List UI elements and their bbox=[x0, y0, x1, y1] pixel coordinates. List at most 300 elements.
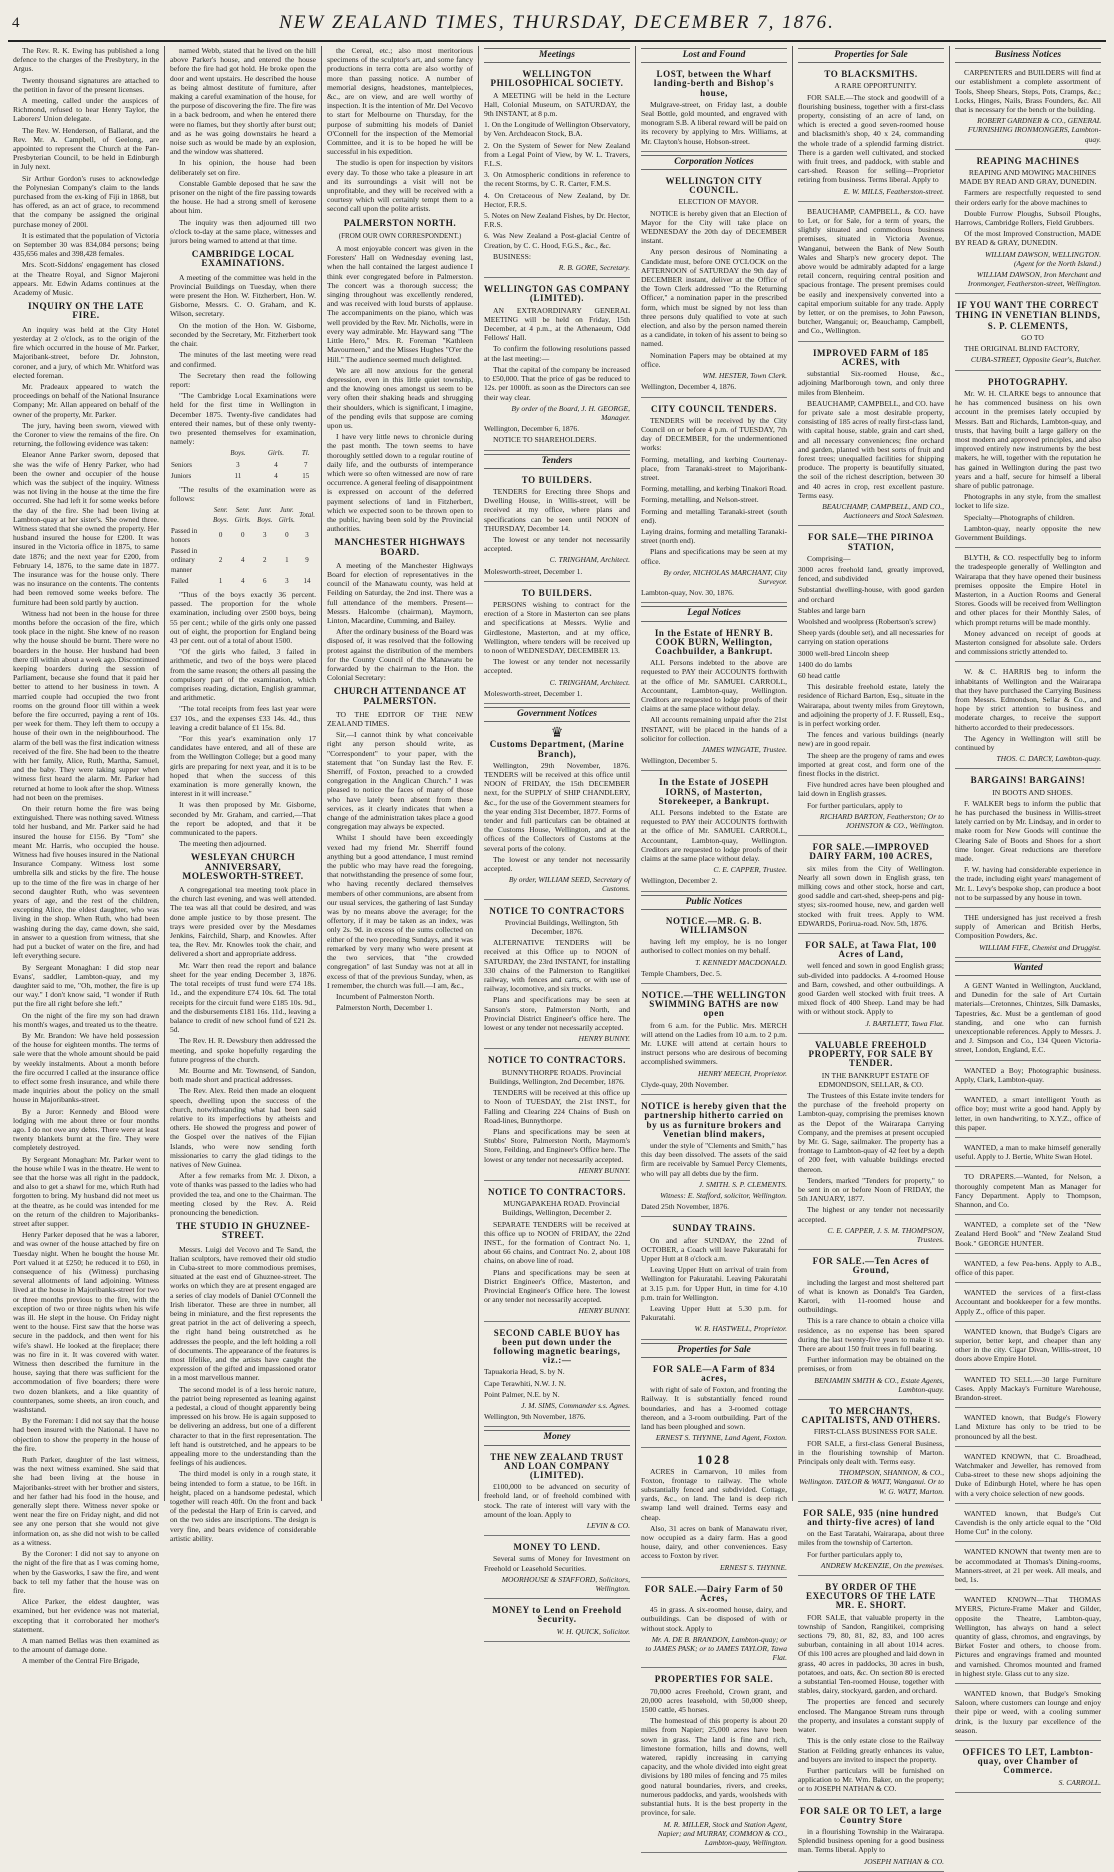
table-cell: 2 bbox=[263, 556, 267, 565]
paragraph: Mr. Warr then read the report and balance sheet for the year ending December 3, 1876. The total receipts of trust fund were £74 18s. 1d., and the expenditure £74 10s. 6d. The total receipts for the circuit fund were £185 10s. 9d., and the disbursements £181 16s. 11d., leaving a balance to credit of new school fund of £21 2s. 5d. bbox=[170, 960, 316, 1035]
advertisement bbox=[641, 1451, 787, 1577]
wanted-advertisement bbox=[955, 1170, 1101, 1215]
masthead bbox=[8, 6, 1106, 42]
section-heading: Properties for Sale bbox=[641, 1343, 787, 1358]
ad-date: Wellington, December 2. bbox=[641, 876, 718, 886]
ad-text: well fenced and sown in good English grass; sub-divided into paddocks. A 4-roomed House and Barn, cowshed, and other outbuildings. A good Garden well stocked with fruit trees. A mixed flock of 400 Sheep. Land may be had with or without stock. Apply to bbox=[798, 961, 944, 1017]
inquiry-paragraph: By Sergeant Monaghan: Mr. Parker went to the house while I was in the theatre. He went to see that the horse was all right in the paddock, and also to get a shawl for me, which Ruth had forgotten to bring. My husband did not meet us at the theatre, as he could was intended for me on the return of the children to Majoribanks-street after supper. bbox=[13, 1154, 159, 1228]
paragraph: The Rev. Alex. Reid then made an eloquent speech, dwelling upon the success of the church, notwithstanding what had been said relative to its imperfections by atheists and others. He showed the progress and power of the Gospel over the natives of the Fijian Islands, who were now sending forth missionaries to carry the glad tidings to the natives of New Guinea. bbox=[170, 1086, 316, 1169]
ad-text: The highest or any tender not necessarily accepted. bbox=[798, 1205, 944, 1224]
ad-text: Photographs in any style, from the smallest locket to life size. bbox=[955, 492, 1101, 511]
section-heading: Money bbox=[484, 1430, 630, 1445]
ad-title: FOR SALE.—Dairy Farm of 50 Acres, bbox=[644, 1583, 784, 1604]
news-paragraph: The Rev. R. K. Ewing has published a long defence to the charges of the Presbytery, in the Argus. bbox=[13, 46, 159, 74]
wanted-text: WANTED KNOWN, that C. Broadhead, Watchmaker and Jeweller, has removed from Cuba-street to these new shops adjoining the Duke of Edinburgh Hotel, where he has open with a very choice selection of new goods. bbox=[955, 1451, 1101, 1498]
ad-date: Clyde-quay, 20th November. bbox=[641, 1079, 729, 1089]
paragraph: In his opinion, the house had been deliberately set on fire. bbox=[170, 158, 316, 177]
ad-title: VALUABLE FREEHOLD PROPERTY, FOR SALE BY TENDER. bbox=[808, 1039, 934, 1069]
paragraph: A most enjoyable concert was given in the Foresters' Hall on Wednesday evening last, when the hall contained the largest audience I think ever congregated before in Palmerston. The concert was a thorough success; the singing throughout was excellently rendered, and was received with loud bursts of applause. The accompaniments on the piano, which was well provided by the Rev. Mr. Nicholls, were in every way admirable. Mr. Hayward sang "The Little Hero," Mrs. R. Foreman "Kathleen Mavourneen," and the Misses Hughes "O'er the Hill." The audience seemed much delighted. bbox=[327, 244, 473, 364]
column-2 bbox=[165, 46, 322, 1543]
advertisement bbox=[955, 772, 1101, 908]
section-heading: Legal Notices bbox=[641, 606, 787, 621]
table-cell: 3 bbox=[236, 460, 240, 469]
paragraph: TO THE EDITOR OF THE NEW ZEALAND TIMES. bbox=[327, 709, 473, 729]
inquiry-paragraph: Eleanor Anne Parker sworn, deposed that she was the wife of Henry Parker, who had been the owner and occupier of the house which was the subject of the inquiry. Witness was not living in the house at the time the fire occurred. She had left it for some weeks before the day of the fire. She had been living at Lambton-quay at her sister's. She owned three. Witness stated that she owned the property. Her husband insured the house for £200. It was insured in the Victoria office in 1875, to same date 1876; and the next year for £200, from February 14, 1876, to the same date in 1877. The insurance was for the house only. There was no insurance on the contents. The contents had been removed some weeks before. The furniture had been sold partly by auction. bbox=[13, 450, 159, 607]
inquiry-paragraph: On the night of the fire my son had drawn his month's wages, and treated us to the theatre. bbox=[13, 1010, 159, 1029]
table-cell: 1 bbox=[218, 576, 223, 585]
table-cell: 9 bbox=[305, 556, 309, 565]
ad-text: Wellington, 29th November, 1876. TENDERS will be received at this office until NOON of FRIDAY, the 15th DECEMBER next, for the SUPPLY of SHIP CHANDLERY, &c., for the use of the Government steamers for the year ending 31st December, 1877. Forms of tender and full particulars can be obtained at the Customs House, Wellington, and at the offices of the Collectors of Customs at the several ports of the colony. bbox=[484, 760, 630, 853]
ad-text: The fences and various buildings (nearly new) are in good repair. bbox=[798, 730, 944, 749]
advertisement bbox=[955, 153, 1101, 295]
ad-signature: ANDREW McKENZIE, On the premises. bbox=[820, 1560, 944, 1570]
paragraph: The meeting then adjourned. bbox=[179, 839, 267, 849]
paragraph: "The results of the examination were as follows: bbox=[170, 484, 316, 504]
news-paragraph: The Rev. W. Henderson, of Ballarat, and the Rev. Mr. A. Campbell, of Geelong, are appointed to represent the Church at the Pan-Presbyterian Council, to be held in Edinburgh in July next. bbox=[13, 125, 159, 172]
ad-signature: S. CARROLL. bbox=[1058, 1777, 1101, 1787]
ad-signature: C. E. CAPPER, Trustee. bbox=[713, 865, 787, 875]
ad-text: ALTERNATIVE TENDERS will be received at this Office up to NOON of SATURDAY, the 23rd INSTANT, for installing 330 chains of the Palmerston to Rangitikei railway, with fences and carts, or with use of railway, locomotive, and six trucks. bbox=[484, 938, 630, 994]
ad-text: The properties are fenced and securely enclosed. The Manganoe Stream runs through the property, and insulates a constant supply of water. bbox=[798, 1697, 944, 1735]
paragraph: The inquiry was then adjourned till two o'clock to-day at the same place, witnesses and jurors being warned to attend at that time. bbox=[170, 217, 316, 246]
ad-text: NOTICE is hereby given that an Election of Mayor for the City will take place on WEDNESDAY the 20th day of DECEMBER instant. bbox=[641, 208, 787, 246]
ad-title: NOTICE TO CONTRACTORS. bbox=[488, 1055, 626, 1066]
ad-signature: LEVIN & CO. bbox=[586, 1521, 630, 1531]
ad-title: NOTICE.—THE WELLINGTON SWIMMING BATHS are now open bbox=[641, 990, 787, 1019]
advertisement bbox=[641, 987, 787, 1095]
ad-date: Molesworth-street, December 1. bbox=[484, 566, 583, 576]
news-paragraph: Mrs. Scott-Siddons' engagement has closed at the Theatre Royal, and Signor Majeroni appears. Mr. Edwin Adams continues at the Academy of Music. bbox=[13, 260, 159, 298]
ad-title: SECOND CABLE BUOY has been put down under the following magnetic bearings, viz.:— bbox=[493, 1327, 621, 1366]
ad-text: 70,000 acres Freehold, Crown grant, and 20,000 acres leasehold, with 50,000 sheep, 1500 cattle, 45 horses. bbox=[641, 1686, 787, 1715]
advertisement bbox=[955, 911, 1101, 958]
wanted-advertisement bbox=[955, 1257, 1101, 1283]
ad-text: AN EXTRAORDINARY GENERAL MEETING will be held on Friday, 15th December, at 4 p.m., at the Athenaeum, Odd Fellows' Hall. bbox=[484, 305, 630, 343]
paragraph: A meeting of the committee was held in the Provincial Buildings on Tuesday, when there were present the Hon. W. Fitzherbert, Hon. W. Gisborne, Messrs. C. O. Graham, and K. Wilson, secretary. bbox=[170, 272, 316, 319]
advertisement bbox=[955, 374, 1101, 548]
ad-text: TENDERS for Erecting three Shops and Dwelling House, in Willis-street, will be received at my office, where plans and specifications can be seen until NOON of THURSDAY, December 14. bbox=[484, 486, 630, 533]
ad-text: having left my employ, he is no longer authorised to collect monies on my behalf. bbox=[641, 937, 787, 956]
ad-text: substantial Six-roomed House, &c., adjoining Marlborough town, and only three miles from Blenheim. bbox=[798, 369, 944, 397]
ad-title: BY ORDER OF THE EXECUTORS OF THE LATE MR. E. SHORT. bbox=[805, 1582, 937, 1611]
ad-signature: By order of the Board, J. H. GEORGE, Manager. bbox=[511, 403, 630, 422]
wanted-advertisement bbox=[955, 1507, 1101, 1543]
heading-inquiry-fire: INQUIRY ON THE LATE FIRE. bbox=[27, 302, 145, 322]
ad-text: F. W. having had considerable experience in the trade, including eight years' management of Mr. L. Levy's bespoke shop, can produce a boot not to be surpassed by any house in town. bbox=[955, 865, 1101, 902]
paragraph: "The total receipts from fees last year were £37 10s., and the expenses £33 14s. 4d., thus leaving a credit balance of £1 15s. 8d. bbox=[170, 704, 316, 732]
ad-title: REAPING MACHINES bbox=[976, 155, 1080, 166]
paragraph: A congregational tea meeting took place in the church last evening, and was well attended. The tea was all that could be desired, and was done ample justice to by those present. The trays were presided over by the Mesdames Jenkins, Fairchild, Sharp, and Knowles. After tea, the Rev. Mr. Knowles took the chair, and delivered a short and appropriate address. bbox=[170, 885, 316, 959]
advertisement bbox=[641, 1361, 787, 1449]
ad-item: Stables and large barn bbox=[798, 605, 866, 615]
table-cell: Juniors bbox=[171, 471, 192, 480]
ad-text: six miles from the City of Wellington. Nearly all sown down in English grass, ten milking cows and other stock, horse and cart, good saddle and cart-shed, sheep-pens and pig-styes; six-roomed house, new, and garden well stocked with fruit trees. Apply to WM. EDWARDS, Porirua-road. Nov. 5th, 1876. bbox=[798, 863, 944, 928]
advertisement bbox=[484, 1325, 630, 1428]
inquiry-paragraph: Henry Parker deposed that he was a laborer, and was owner of the house attached by fire on Tuesday night. When he bought the house Mr. Port valued it at £250; he reduced it to £60, in consequence of his (Witness) purchasing several allotments of land adjoining. Witness lived at the house in Majoribanks-street for two or three months previous to the fire, with the exception of two or three nights when his wife was ill. He slept in the house. On Friday night went to the house. First saw that the horse was secure in the paddock, and then went for his wife's shawl. He looked at the fireplace; there was no fire in it. It was covered with water. Witness then described the furniture in the house, saying that there was sufficient for the accommodation of five boarders; there were two dozen blankets, and a like quantity of counterpanes, some sheets, an iron couch, and washstand. bbox=[13, 1230, 159, 1415]
paragraph: A meeting of the Manchester Highways Board for election of representatives in the council of the Manawatu county, was held at Feilding on Saturday, the 2nd inst. There was a full attendance of the members. Present—Messrs. Halcombe (chairman), Maymorn, Linton, Macardine, Cumming, and Bailey. bbox=[327, 560, 473, 625]
ad-text: Five hundred acres have been ploughed and laid down in English grasses. bbox=[798, 780, 944, 799]
advertisement bbox=[641, 774, 787, 891]
ad-signature: Mr. A. DE B. BRANDON, Lambton-quay; or to JAMES PASK; or to JAMES TAYLOR, Tawa Flat. bbox=[645, 1634, 787, 1663]
advertisement bbox=[798, 529, 944, 836]
ad-signature: HENRY BUNNY. bbox=[578, 1034, 630, 1044]
inquiry-paragraph: The jury, having been sworn, viewed with the Coroner to view the remains of the fire. On returning, the following evidence was taken: bbox=[13, 420, 159, 449]
heading-studio-ghuznee: THE STUDIO IN GHUZNEE-STREET. bbox=[175, 1222, 311, 1242]
table-cell: 6 bbox=[263, 576, 267, 585]
inquiry-paragraph: By Sergeant Monaghan: I did stop near Evans', saddler, Lambton-quay, and my daughter said to me, "Oh, mother, the fire is up our way." I don't know said, "I wonder if Ruth put the fire all right before she left." bbox=[13, 962, 159, 1009]
table-row bbox=[170, 546, 316, 576]
ad-title: FOR SALE—THE PIRINOA STATION, bbox=[807, 532, 935, 552]
ad-text: Plans and specifications may be seen at Stubbs' Store, Palmerston North, Maymorn's Store, Feilding, and Engineer's Office here. The lowest or any tender not necessarily accepted. bbox=[484, 1126, 630, 1164]
advertisement bbox=[484, 1602, 630, 1642]
ad-text: CARPENTERS and BUILDERS will find at our establishment a complete assortment of Tools, Sheep Shears, Steps, Pots, Cramps, &c.; Locks, Hinges, Nails, Brass Founders, &c. All that is necessary for the bench or the building. bbox=[955, 68, 1101, 115]
ad-text: FOR SALE, a first-class General Business, in the flourishing township of Marton. Principals only dealt with. Terms easy. bbox=[798, 1438, 944, 1467]
ad-date: Temple Chambers, Dec. 5. bbox=[641, 968, 722, 978]
table-header: Girls. bbox=[267, 449, 285, 458]
ad-signature: THOS. C. DARCY, Lambton-quay. bbox=[996, 754, 1101, 764]
paragraph: Whilst I should have been exceedingly vexed had my friend Mr. Sherriff found anything but a good attendance, I must remind the public who may have read the foregoing, that notwithstanding the presence of some four, who having recently declared themselves members of other communions, are absent from our usual services, the gathering of last Sunday was by no means above the average; for the offertory, if it may be taken as an index, was only 2s. 9d. in excess of the sums collected on either of the two preceding Sundays, and it was remarked by very many who were present at the two services, that "the crowded congregation" of last Sunday was not at all in excess of that of the previous Sunday, when, as I remember, the church was full.—I am, &c., bbox=[327, 833, 473, 990]
table-header: Senr. Boys. bbox=[212, 506, 229, 524]
news-paragraph: Twenty thousand signatures are attached to the petition in favor of the present licenses. bbox=[13, 75, 159, 94]
page-number: 4 bbox=[12, 14, 20, 31]
paragraph: Incumbent of Palmerston North. bbox=[336, 991, 435, 1001]
ad-title: FOR SALE.—IMPROVED DAIRY FARM, 100 ACRES, bbox=[809, 842, 933, 862]
ad-text: BUSINESS: bbox=[493, 251, 531, 261]
wanted-text: WANTED the services of a first-class Accountant and bookkeeper for a few months. Apply Z., office of this paper. bbox=[955, 1288, 1101, 1316]
ad-signature: C. TRINGHAM, Architect. bbox=[549, 555, 630, 565]
ad-title: SUNDAY TRAINS. bbox=[672, 1223, 756, 1234]
ad-text: Several sums of Money for Investment on Freehold or Leasehold Securities. bbox=[484, 1554, 630, 1573]
section-heading: Government Notices bbox=[484, 707, 630, 722]
ad-title: TO BUILDERS. bbox=[521, 474, 593, 485]
paragraph: The third model is only in a rough state, it being intended to form a statue, to be 16ft. in height, placed on a handsome pedestal, which together will reach 40ft. On the front and back of the pedestal the Harp of Erin is carved, and on the two sides are inscriptions. The design is very fine, and bears evidence of considerable artistic ability. bbox=[170, 1469, 316, 1543]
advertisement bbox=[798, 66, 944, 202]
ad-signature: JOSEPH NATHAN & CO. bbox=[863, 1856, 944, 1866]
ad-signature: JAMES WINGATE, Trustee. bbox=[701, 745, 787, 754]
advertisement bbox=[955, 1744, 1101, 1793]
ad-date: Wellington, December 5. bbox=[641, 756, 718, 766]
section-heading: Business Notices bbox=[955, 48, 1101, 63]
ad-text: Plans and specifications may be seen at District Engineer's Office, Masterton, and Provincial Engineer's Office here. The lowest or any tender not necessarily accepted. bbox=[484, 1267, 630, 1305]
ad-text: All accounts remaining unpaid after the 21st INSTANT, will be placed in the hands of a solicitor for collection. bbox=[641, 715, 787, 743]
ad-signature: By order, NICHOLAS MARCHANT, City Surveyor. bbox=[663, 567, 787, 586]
paragraph: named Webb, stated that he lived on the hill above Parker's house, and entered the house before the fire had got hold. He broke open the door and went upstairs. He described the house as being almost destitute of furniture, after making a careful examination of the house, for the purpose of discovering the fire. The fire was in a back bedroom, and when he entered there were no flames, but they shortly after burst out; and as he was going downstairs he heard a noise such as would be made by an explosion, and the window was shattered. bbox=[170, 46, 316, 157]
table-header: Boys. bbox=[230, 449, 246, 458]
paragraph: Messrs. Luigi del Vecovo and Te Sand, the Italian sculptors, have removed their old studio in Cuba-street to more commodious premises, situated at the east end of Ghuznee-street. The works on which they are at present engaged are a series of clay models of Daniel O'Connell the Irish liberator. These are three in number, all being in miniature, and the first represents the great patriot in the act of delivering a speech, the right hand being outstretched as he addresses the people, and the left holding a roll of documents. The appearance of the features is most lifelike, and the artists have caught the expression of the gifted and impassioned orator in a most marvellous manner. bbox=[170, 1244, 316, 1383]
ad-text: ALL Persons indebted to the above are requested to PAY their ACCOUNTS forthwith at the office of Mr. SAMUEL CARROLL, Accountant, Lambton-quay, Wellington. Creditors are requested to lodge proofs of their claims at the same place without delay. bbox=[641, 658, 787, 714]
ad-title: In the Estate of JOSEPH IORNS, of Masterton, Storekeeper, a Bankrupt. bbox=[658, 777, 770, 806]
ad-text: ACRES in Carnarvon, 10 miles from Foxton, frontage to railway. The whole substantially fenced and subdivided. Cottage, yards, &c., on land. The land is deep rich swamp land well drained. Terms easy and cheap. bbox=[641, 1466, 787, 1522]
column-4-meetings-notices bbox=[479, 46, 636, 1636]
section-heading: Lost and Found bbox=[641, 48, 787, 63]
table-cell: 3 bbox=[263, 531, 267, 540]
wanted-text: WANTED, a complete set of the "New Zealand Herd Book" and "New Zealand Stud Book." GEORGE HUNTER. bbox=[955, 1220, 1101, 1248]
advertisement bbox=[641, 66, 787, 152]
news-paragraph: A meeting, called under the auspices of Richmond, refused to hear Henry Taylor, the Laborers' Union delegate. bbox=[13, 96, 159, 124]
table-row bbox=[170, 460, 316, 471]
ad-subtitle: Provincial Buildings, Wellington, 5th December, 1876. bbox=[504, 917, 619, 937]
ad-signature: BEAUCHAMP, CAMPBELL, AND CO., Auctioneers and Stock Salesmen. bbox=[822, 501, 944, 521]
ad-date: Wellington, December 6, 1876. bbox=[484, 424, 580, 434]
ad-text: F. WALKER begs to inform the public that he has purchased the business in Willis-street lately carried on by Mr. Lindsay, and in order to make room for New Goods will continue the Clearing Sale of Boots and Shoes for a short time longer. Great reductions are therefore made. bbox=[955, 798, 1101, 864]
wanted-advertisement bbox=[955, 1141, 1101, 1167]
ad-item: 4. On Cretaceous of New Zealand, by Dr. Hector, F.R.S. bbox=[484, 190, 630, 209]
paragraph: We are all now anxious for the general depression, even in this little quiet township, and the knowing ones amongst us seem to be very often their shaking heads and shrugging their shoulders, which is significant, I imagine, of the pending evils that suppose are coming upon us. bbox=[327, 365, 473, 430]
ad-text: TENDERS will be received by the City Council on or before 4 p.m. of TUESDAY, 7th day of DECEMBER, for the undermentioned works: bbox=[641, 415, 787, 453]
ad-signature: BENJAMIN SMITH & CO., Estate Agents, Lambton-quay. bbox=[814, 1375, 944, 1394]
ad-title: PHOTOGRAPHY. bbox=[988, 376, 1068, 387]
ad-item: 6. Was New Zealand a Post-glacial Centre of Creation, by C. C. Hood, F.G.S., &c., &c. bbox=[484, 231, 630, 250]
paragraph: It was then proposed by Mr. Gisborne, seconded by Mr. Graham, and carried,—That the report be adopted, and that it be communicated to the papers. bbox=[170, 800, 316, 838]
table-cell: 3 bbox=[285, 576, 289, 585]
ad-item: Laying drains, forming and metalling Taranaki-street (north end). bbox=[641, 526, 787, 546]
ad-text: This desirable freehold estate, lately the residence of Richard Barton, Esq., situate in the Wairarapa, about twenty miles from Greytown, and adjoining the property of J. F. Russell, Esq., is in perfect working order. bbox=[798, 682, 944, 728]
ad-text: Money advanced on receipt of goods at Masterton consigned for absolute sale. Orders and commissions strictly attended to. bbox=[955, 628, 1101, 657]
ad-signature: WM. HESTER, Town Clerk. bbox=[702, 371, 787, 381]
paragraph: The second model is of a less heroic nature, the patriot being represented as leaning against a pedestal, a cloud of thought apparently being impressed on his brow. He is again supposed to be delivering an address, but one of a different character to that in the first representation. The left hand is outstretched, and he appears to be appealing more to the understanding than the feelings of his audiences. bbox=[170, 1384, 316, 1468]
advertisement bbox=[798, 839, 944, 934]
inquiry-paragraph: Mr. Pradeaux appeared to watch the proceedings on behalf of the National Insurance Company; Mr. Allan appeared on behalf of the owner of the property, Mr. Parker. bbox=[13, 381, 159, 419]
inquiry-paragraph: Witness had not been in the house for three months before the occasion of the fire, which took place in the night. She knew of no reason why the house should be burnt. There were no boarders in the house. Her husband had been there till within about a week ago. Discontinued keeping boarders during the session of Parliament, because she found that it paid her better to attend to her business in town. A married couple had occupied the two front rooms on the ground floor till within a week before the fire occurred, paying a rent of 10s. per week for them. They left them to occupy a house of their own in the neighbourhood. The alarm of the bell was the first indication witness received of the fire. She had been to the theatre with her family, Alice, Ruth, Martha, Samuel, and the baby. They were taking supper when witness first heard the alarm. Mr. Parker had returned at home to look after the shop. Witness had not been on the premises. bbox=[13, 608, 159, 802]
ad-text: on the East Taratahi, Wairarapa, about three miles from the township of Carterton. bbox=[798, 1529, 944, 1548]
paragraph: "Thus of the boys exactly 36 percent. passed. The proportion for the whole examination, including over 2500 boys, being 55 per cent.; while of the girls only one passed out of eight, the proportion for England being 43 per cent. out of a total of about 1500. bbox=[170, 589, 316, 645]
advertisement bbox=[641, 1098, 787, 1217]
ad-text: under the style of "Clements and Smith," has this day been dissolved. The assets of the said firm are receivable by Samuel Percy Clements, who will pay all debts due by the firm. bbox=[641, 1140, 787, 1178]
ad-signature: WILLIAM DAWSON, WELLINGTON. (Agent for the North Island.) bbox=[984, 249, 1101, 268]
article-subheading: (FROM OUR OWN CORRESPONDENT.) bbox=[338, 231, 462, 240]
ad-title: TO BLACKSMITHS. bbox=[824, 69, 918, 80]
inquiry-paragraph: On their return home the fire was being extinguished. There was nothing saved. Witness told her husband, and Mr. Parker said he had insured the house for £156. By "Tom" she meant Mr. Harris, who occupied the house. Witness had five houses insured in the National Insurance Company. Witness lost some umbrella silk and sticks by the fire. The house up to the time of the fire was in charge of her second daughter Ruth, who was seventeen years of age, and the rest of the children, excepting Alice, the eldest daughter, who was living in the shop. When Ruth, who had been washing during the day, came down, she said, in answer to a question from witness, that she had put a bucket of water on the fire, and had left everything secure. bbox=[13, 804, 159, 961]
advertisement bbox=[798, 1403, 944, 1502]
paragraph: "For this year's examination only 17 candidates have entered, and all of these are from the Wellington College; but a good many girls are preparing for next year, and it is to be hoped that when the success of this examination is more generally known, the interest in it will increase." bbox=[170, 734, 316, 799]
ad-item: 2. On the System of Sewer for New Zealand from a Legal Point of View, by W. L. Travers, F.L.S. bbox=[484, 140, 630, 169]
ad-title: NOTICE is hereby given that the partnership hitherto carried on by us as furniture brokers and Venetian blind makers, bbox=[641, 1101, 787, 1139]
paragraph: Palmerston North, December 1. bbox=[336, 1003, 433, 1013]
advertisement bbox=[798, 937, 944, 1034]
advertisement bbox=[955, 665, 1101, 769]
paragraph: On the motion of the Hon. W. Gisborne, seconded by the Secretary, Mr. Fitzherbert took the chair. bbox=[170, 320, 316, 349]
ad-title: FOR SALE.—Ten Acres of Ground, bbox=[812, 1256, 930, 1276]
column-3 bbox=[322, 46, 479, 1501]
wanted-text: WANTED, a man to make himself generally useful. Apply to J. Bertie, White Swan Hotel. bbox=[955, 1142, 1101, 1162]
ad-text: ALL Persons indebted to the Estate are requested to PAY their ACCOUNTS forthwith at the office of Mr. SAMUEL CARROLL, Accountant, Lambton-quay, Wellington. Creditors are requested to lodge proofs of their claims at the same place without delay. bbox=[641, 808, 787, 864]
inquiry-paragraph: By the Coroner: I did not say to anyone on the night of the fire that as I was coming home, when by the Gasworks, I saw the fire, and went back to tell my father that the house was on fire. bbox=[13, 1549, 159, 1595]
ad-item: Cape Terawhiti, N.W. J. N. bbox=[484, 1378, 566, 1388]
ad-subtitle: IN THE BANKRUPT ESTATE OF EDMONDSON, SELLAR, & CO. bbox=[818, 1070, 930, 1089]
ad-text: SEPARATE TENDERS will be received at this office up to NOON of FRIDAY, the 22nd INST., for the formation of Contract No. 1, about 66 chains, and Contract No. 2, about 108 chains, on above line of road. bbox=[484, 1219, 630, 1266]
ad-signature: ROBERT GARDNER & CO., GENERAL FURNISHING IRONMONGERS, Lambton-quay. bbox=[967, 116, 1101, 144]
ad-text: Lambton-quay, nearly opposite the new Government Buildings. bbox=[955, 523, 1101, 542]
advertisement bbox=[641, 1220, 787, 1339]
advertisement bbox=[484, 1184, 630, 1322]
column-6-properties bbox=[793, 46, 950, 1866]
ad-text: On and after SUNDAY, the 22nd of OCTOBER, a Coach will leave Pakuratahi for Upper Hutt at 8 o'clock a.m. bbox=[641, 1235, 787, 1263]
ad-text: Farmers are respectfully requested to send their orders early for the above machines to bbox=[955, 188, 1101, 207]
ad-text: BEAUCHAMP, CAMPBELL, & CO. have to Let, or for Sale, for a term of years, the slightly situated and commodious business premises, situated in Victoria Avenue, Wanganui, between the Bank of New South Wales and Sharp's new grocery depot. The above would be admirably adapted for a large retail concern, requiring central position and spacious frontage. The present premises could be easily and inexpensively converted into a capital emporium suitable for any trade. Apply by letter, or on the premises, to John Pawson, butcher, Wanganui; or, Beauchamp, Campbell, and Co., Wellington. bbox=[798, 206, 944, 336]
ad-signature: Witness: E. Stafford, solicitor, Wellington. bbox=[660, 1190, 787, 1200]
table-cell: 4 bbox=[274, 471, 278, 480]
ad-title: TO BUILDERS. bbox=[521, 587, 593, 598]
ad-item: Forming, metalling, and kerbing Courtenay-place, from Taranaki-street to Majoribank-street. bbox=[641, 454, 787, 482]
ad-signature: M. R. MILLER, Stock and Station Agent, Napier; and MURRAY, COMMON & CO., Lambton-quay, Wellington. bbox=[657, 1819, 787, 1847]
ad-text: Leaving Upper Hutt on arrival of train from Wellington for Pakuratahi. Leaving Pakuratahi at 3.15 p.m. for Upper Hutt, in time for 4.10 p.m. train for Wellington. bbox=[641, 1265, 787, 1302]
ad-name: S. P. CLEMENTS, bbox=[987, 320, 1069, 331]
ad-text: The lowest or any tender not necessarily accepted. bbox=[484, 657, 630, 676]
wanted-text: WANTED known, that Budge's Flowery Land Mixture has only to be tried to be pronounced by all the best. bbox=[955, 1413, 1101, 1441]
wanted-advertisement bbox=[955, 1687, 1101, 1741]
ad-signature: MOORHOUSE & STAFFORD, Solicitors, Wellington. bbox=[501, 1574, 630, 1594]
heading-manchester-highways: MANCHESTER HIGHWAYS BOARD. bbox=[334, 538, 466, 558]
advertisement bbox=[798, 1803, 944, 1872]
ad-subtitle: IN BOOTS AND SHOES. bbox=[992, 787, 1073, 797]
ad-item: 5. Notes on New Zealand Fishes, by Dr. Hector, F.R.S. bbox=[484, 211, 630, 230]
advertisement bbox=[798, 1037, 944, 1250]
table-header bbox=[170, 448, 219, 459]
ad-text: including the largest and most sheltered part of what is known as Donald's Tea Garden, Karori, with 11-roomed house and outbuildings. bbox=[798, 1277, 944, 1315]
ad-signature: E. W. MILLS, Featherston-street. bbox=[843, 186, 944, 196]
royal-crest-icon: ♛ bbox=[550, 726, 564, 742]
table-cell: Passed in ordinary manner bbox=[171, 547, 198, 574]
ad-item: 1400 do do lambs bbox=[798, 659, 853, 669]
ad-title: NOTICE TO CONTRACTORS bbox=[489, 905, 625, 916]
ad-subtitle: FIRST-CLASS BUSINESS FOR SALE. bbox=[813, 1427, 938, 1437]
ad-subtitle: BUNNYTHORPE ROADS. Provincial Buildings, Wellington, 2nd December, 1876. bbox=[489, 1067, 625, 1086]
advertisement bbox=[484, 281, 630, 450]
wanted-advertisement bbox=[955, 1218, 1101, 1254]
heading-church-attendance: CHURCH ATTENDANCE AT PALMERSTON. bbox=[333, 687, 467, 707]
ad-title: LOST, between the Wharf landing-berth and Bishop's house, bbox=[653, 69, 775, 98]
advertisement bbox=[641, 625, 787, 772]
ad-title: WELLINGTON PHILOSOPHICAL SOCIETY. bbox=[490, 69, 624, 89]
wanted-advertisement bbox=[955, 1325, 1101, 1370]
table-header-row bbox=[170, 448, 316, 459]
ad-title: WELLINGTON CITY COUNCIL. bbox=[665, 176, 763, 196]
ad-text: Of the most Improved Construction, MADE BY READ & GRAY, DUNEDIN. bbox=[955, 229, 1101, 248]
ad-text: This is the only estate close to the Railway Station at Feilding greatly enhances its value, and buyers are invited to inspect the property. bbox=[798, 1736, 944, 1764]
ad-signature: CUBA-STREET, Opposite Gear's, Butcher. bbox=[970, 355, 1101, 365]
advertisement bbox=[484, 66, 630, 278]
ad-title: MONEY to Lend on Freehold Security. bbox=[492, 1605, 622, 1625]
ad-title: NOTICE TO CONTRACTORS. bbox=[488, 1186, 626, 1197]
wanted-text: WANTED a Boy; Photographic business. Apply, Clark, Lambton-quay. bbox=[955, 1065, 1101, 1084]
wanted-advertisement bbox=[955, 1411, 1101, 1447]
inquiry-paragraph: By Mr. Brandon: We have held possession of the house for eighteen months. The terms of sale were that the whole amount should be paid by weekly instalments. About a month before the fire occurred I called at the insurance office to effect some fresh insurance, and while there made inquiries about the policy on the small house in Majoribanks-street. bbox=[13, 1030, 159, 1105]
wanted-text: WANTED KNOWN—That THOMAS MYERS, Picture-Frame Maker and Gilder, opposite the Theatre, Lambton-quay, Wellington, has always on hand a select quantity of glass, chromos, and engravings, by Birket Foster and others, to choose from. Pictures and engravings framed and mounted and varnished. Chromos mounted and framed in highest style. Glass cut to any size. bbox=[955, 1595, 1101, 1678]
ad-signature: ERNEST S. THYNNE, Land Agent, Foxton. bbox=[655, 1433, 787, 1443]
paragraph: Constable Gamble deposed that he saw the prisoner on the night of the fire passing towards the house. He had a strong smell of kerosene about him. bbox=[170, 178, 316, 216]
table-cell: 4 bbox=[274, 460, 278, 469]
ad-item: 3000 acres freehold land, greatly improved, fenced, and subdivided bbox=[798, 564, 944, 584]
ad-title: THE NEW ZEALAND TRUST AND LOAN COMPANY (LIMITED). bbox=[490, 1451, 624, 1480]
table-cell: Passed in honors bbox=[171, 526, 198, 544]
table-header: Junr. Girls. bbox=[278, 506, 295, 524]
advertisement bbox=[798, 205, 944, 342]
stats-table bbox=[170, 448, 316, 482]
ad-title: PROPERTIES FOR SALE. bbox=[654, 1674, 774, 1685]
advertisement bbox=[484, 725, 630, 899]
ad-figure: 1028 bbox=[697, 1452, 731, 1468]
inquiry-paragraph: An inquiry was held at the City Hotel yesterday at 2 o'clock, as to the origin of the fire which occurred in the house of Mr. Parker, Majoribank-street, before Dr. Johnston, coroner, and a jury, of which Mr. Whitford was elected foreman. bbox=[13, 324, 159, 380]
section-heading: Properties for Sale bbox=[798, 48, 944, 63]
table-cell: 4 bbox=[240, 556, 245, 565]
inquiry-paragraph: Ruth Parker, daughter of the last witness, was the next witness examined. She said that she had been living at the house in Majoribanks-street with her brother and sisters, and her father had his food in the house, and generally slept there. Witness never spoke or went near the fire on Friday night, and did not see any one person that she would not give information on, as she did not wish to be called as a witness. bbox=[13, 1455, 159, 1547]
ad-title: IF YOU WANT THE CORRECT THING IN VENETIAN BLINDS, bbox=[955, 300, 1101, 320]
ad-title: IMPROVED FARM of 185 ACRES, with bbox=[812, 347, 930, 367]
advertisement bbox=[955, 297, 1101, 370]
ad-signature: C. E. CAPPER, J. S. M. THOMPSON, Trustees. bbox=[827, 1225, 944, 1244]
advertisement bbox=[798, 1579, 944, 1799]
ad-text: BLYTH, & CO. respectfully beg to inform the tradespeople generally of Wellington and Wairarapa that they have opened their business premises opposite the Empire Hotel in Masterton, in a Auction Rooms and General Stores. Goods will be received from Wellington and other places for their Monthly Sales, of which prompt returns will be made monthly. bbox=[955, 553, 1101, 627]
ad-signature: W. H. QUICK, Solicitor. bbox=[556, 1626, 630, 1636]
table-row bbox=[170, 526, 316, 546]
advertisement bbox=[955, 551, 1101, 662]
ad-text: Also, 31 acres on bank of Manawatu river, now occupied as a dairy farm. Has a good house, dairy, and other conveniences. Easy access to Foxton by river. bbox=[641, 1523, 787, 1561]
ad-text: THE ORIGINAL BLIND FACTORY, bbox=[964, 344, 1080, 354]
ad-item: 3. On Atmospheric conditions in reference to the recent Storms, by C. R. Carter, F.M.S. bbox=[484, 170, 630, 189]
table-cell: 14 bbox=[303, 576, 311, 585]
news-paragraph: Sir Arthur Gordon's ruses to acknowledge the Polynesian Company's claim to the lands purchased from the ex-king of Fiji in 1868, but has offered, as an act of grace, to recommend that the company be assigned the original purchase money of 200l. bbox=[13, 173, 159, 229]
ad-date: Lambton-quay, Nov. 30, 1876. bbox=[641, 588, 734, 598]
ad-text: THE undersigned has just received a fresh supply of American and British Herbs, Composition Powders, &c. bbox=[955, 913, 1101, 941]
advertisement bbox=[484, 585, 630, 704]
wanted-advertisement bbox=[955, 1064, 1101, 1090]
table-header bbox=[170, 505, 210, 525]
ad-text: 45 in grass. A six-roomed house, dairy, and outbuildings. Can be disposed of with or without stock. Apply to bbox=[641, 1605, 787, 1633]
inquiry-paragraph: Alice Parker, the eldest daughter, was examined, but her evidence was not material, excepting that it corroborated her mother's statement. bbox=[13, 1597, 159, 1634]
ad-signature: RICHARD BARTON, Featherston; Or to JOHNSTON & CO., Wellington. bbox=[819, 811, 944, 831]
ad-subtitle: GO TO bbox=[1021, 333, 1044, 343]
ad-signature: T. KENNEDY MACDONALD. bbox=[695, 957, 787, 967]
ad-text: Further particulars will be furnished on application to Mr. Wm. Baker, on the property; or to JOSEPH NATHAN & CO. bbox=[798, 1765, 944, 1794]
ad-title: TO MERCHANTS, CAPITALISTS, AND OTHERS. bbox=[801, 1406, 941, 1426]
ad-subtitle: ELECTION OF MAYOR. bbox=[678, 197, 759, 207]
table-cell: 0 bbox=[285, 531, 289, 540]
ad-item: Point Palmer, N.E. by N. bbox=[484, 1389, 560, 1399]
ad-date: Dated 25th November, 1876. bbox=[641, 1202, 730, 1212]
ad-signature: W. R. HASTWELL, Proprietor. bbox=[694, 1324, 787, 1334]
table-header: Total. bbox=[299, 510, 315, 519]
ad-item: Forming, metalling, and kerbing Tinakori Road. bbox=[641, 484, 787, 494]
table-cell: 11 bbox=[234, 471, 242, 480]
ad-subtitle: A RARE OPPORTUNITY. bbox=[834, 81, 917, 91]
wanted-advertisement bbox=[955, 1545, 1101, 1590]
inquiry-paragraph: A man named Bellas was then examined as to the amount of damage done. bbox=[13, 1635, 159, 1655]
column-5-notices bbox=[636, 46, 793, 1847]
heading-cambridge-exams: CAMBRIDGE LOCAL EXAMINATIONS. bbox=[191, 250, 295, 270]
advertisement bbox=[641, 913, 787, 984]
advertisement bbox=[484, 472, 630, 582]
column-7-business-wanted bbox=[950, 46, 1106, 1787]
ad-title: FOR SALE—A Farm of 834 acres, bbox=[652, 1363, 776, 1383]
ad-text: Mulgrave-street, on Friday last, a double Seal Bottle, gold mounted, and engraved with monogram S.B. A liberal reward will be paid on its recovery by applying to Mrs. Williams, at Mr. Clayton's house, Hobson-street. bbox=[641, 99, 787, 146]
ad-text: Any person desirous of Nominating a Candidate must, before ONE O'CLOCK on the AFTERNOON of SATURDAY the 9th day of DECEMBER instant, deliver at the Office of the Town Clerk addressed "To the Returning Officer," a nomination paper in the prescribed form, which must be signed by not less than three persons duly qualified to vote at such election, and also by the person named therein as a candidate, in token of his assent to being so named. bbox=[641, 247, 787, 349]
paragraph: The minutes of the last meeting were read and confirmed. bbox=[170, 350, 316, 369]
ad-text: The lowest or any tender not necessarily accepted. bbox=[484, 854, 630, 874]
ad-text: Plans and specifications may be seen at Sanson's store, Palmerston North, and Provincial District Engineer's office here. The lowest or any tender not necessarily accepted. bbox=[484, 995, 630, 1033]
inquiry-paragraph: By a Juror: Kennedy and Blood were lodging with me about three or four months ago. I do not owe any debts. There were at least twenty blankets burnt at the fire. They were completely destroyed. bbox=[13, 1106, 159, 1153]
paragraph: After a few remarks from Mr. J. Dixon, a vote of thanks was passed to the ladies who had provided the tea, and one to the Chairman. The meeting closed by the Rev. A. Reid pronouncing the benediction. bbox=[170, 1171, 316, 1217]
ad-item: Sheep yards (double set), and all necessaries for carrying on station operations bbox=[798, 628, 944, 647]
advertisement bbox=[641, 1581, 787, 1669]
ad-text: Tenders, marked "Tenders for property," to be sent in on or before Noon of FRIDAY, the 5th JANUARY, 1877. bbox=[798, 1175, 944, 1204]
ad-item: Forming, metalling, and Nelson-street. bbox=[641, 495, 759, 505]
table-cell: 4 bbox=[240, 576, 245, 585]
ad-text: BEAUCHAMP, CAMPBELL, and CO. have for private sale a most desirable property, consisting of 185 acres of really first-class land, with capital house, stable, grain and cart shed, and all necessary conveniences; fine orchard and garden, planted with best sorts of fruit and forest trees; unequalled facilities for shipping produce. The property is beautifully situated, the soil of the richest description, between 30 and 40 acres in crop, rest excellent pasture. Terms easy. bbox=[798, 398, 944, 500]
ad-text: FOR SALE, that valuable property in the township of Sandon, Rangitikei, comprising sections 79, 80, 81, 82, 83, and 100 acres suburban, containing in all about 1014 acres. Of this 100 acres are ploughed and laid down in grass, 40 acres in paddocks, 30 acres in bush, potatoes, and oats, &c. On section 80 is erected a substantial Ten-roomed House, together with stables, dairy, stockyard, garden, and orchard. bbox=[798, 1612, 944, 1696]
ad-title: Customs Department, (Marine Branch), bbox=[489, 739, 625, 759]
table-row bbox=[170, 576, 316, 587]
wanted-text: WANTED, a few Pea-hens. Apply to A.B., office of this paper. bbox=[955, 1258, 1101, 1277]
